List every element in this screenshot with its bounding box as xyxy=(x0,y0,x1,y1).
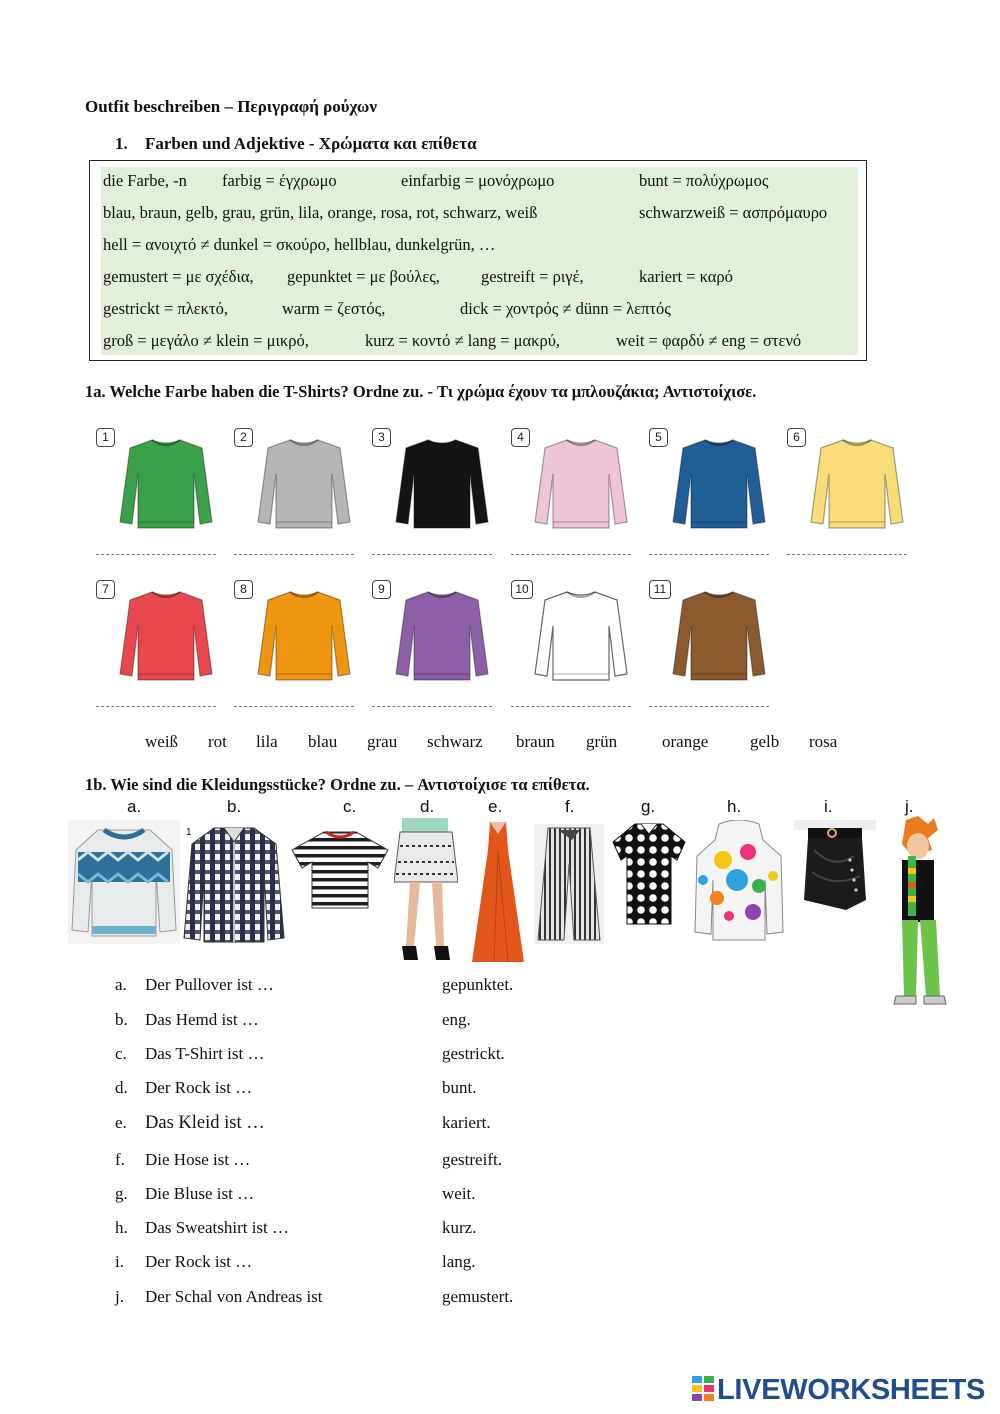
adjective-option[interactable]: bunt. xyxy=(442,1078,477,1097)
vocab-term: gemustert = με σχέδια, xyxy=(103,267,254,286)
exercise-1b-title: 1b. Wie sind die Kleidungsstücke? Ordne zu. – Αντιστοίχισε τα επίθετα. xyxy=(85,775,590,794)
vocab-term: bunt = πολύχρωμος xyxy=(639,171,769,190)
vocab-term: kurz = κοντό ≠ lang = μακρύ, xyxy=(365,331,561,350)
tshirt-tile xyxy=(96,580,220,690)
adjective-option[interactable]: kurz. xyxy=(442,1218,477,1237)
sweatshirt-image xyxy=(669,586,769,686)
word-bank-item[interactable]: lila xyxy=(256,732,278,751)
adjective-option[interactable]: lang. xyxy=(442,1252,476,1271)
clothing-letter: g. xyxy=(641,797,656,816)
short-skirt-image xyxy=(394,818,458,964)
tshirt-number: 2 xyxy=(234,428,253,447)
vocab-term: gepunktet = με βούλες, xyxy=(287,267,440,286)
clothing-letter: c. xyxy=(343,797,357,816)
answer-blank[interactable] xyxy=(372,706,492,707)
tshirt-tile xyxy=(511,428,635,538)
clothing-letter: b. xyxy=(227,797,242,816)
wide-trousers-image xyxy=(534,824,604,944)
tight-skirt-image xyxy=(794,820,876,912)
sweatshirt-image xyxy=(392,586,492,686)
word-bank-item[interactable]: rot xyxy=(208,732,227,751)
answer-blank[interactable] xyxy=(511,554,631,555)
sweatshirt-image xyxy=(807,434,907,534)
liveworksheets-logo-text: LIVEWORKSHEETS xyxy=(717,1374,986,1406)
vocab-term: hell = ανοιχτό ≠ dunkel = σκούρο, hellblau, dunkelgrün, … xyxy=(103,235,496,254)
vocab-term: weit = φαρδύ ≠ eng = στενό xyxy=(616,331,802,350)
adjective-option[interactable]: gestreift. xyxy=(442,1150,502,1169)
shirt-mark: 1 xyxy=(186,827,192,838)
long-dress-image xyxy=(468,820,528,964)
sentence-row xyxy=(115,1078,535,1102)
sweatshirt-image xyxy=(531,434,631,534)
answer-blank[interactable] xyxy=(511,706,631,707)
answer-blank[interactable] xyxy=(96,554,216,555)
tshirt-number: 3 xyxy=(372,428,391,447)
vocab-term: groß = μεγάλο ≠ klein = μικρό, xyxy=(103,331,309,350)
word-bank-item[interactable]: orange xyxy=(662,732,709,751)
clothing-letter: f. xyxy=(565,797,575,816)
sentence-letter: c. xyxy=(115,1044,127,1063)
vocab-term: kariert = καρό xyxy=(639,267,733,286)
tshirt-tile xyxy=(511,580,635,690)
vocab-term: warm = ζεστός, xyxy=(282,299,386,318)
sentence-letter: j. xyxy=(115,1287,124,1306)
clothing-letter: j. xyxy=(905,797,914,816)
vocabulary-box xyxy=(89,160,867,361)
vocab-term: dick = χοντρός ≠ dünn = λεπτός xyxy=(460,299,671,318)
tshirt-number: 6 xyxy=(787,428,806,447)
sentence-row xyxy=(115,1287,535,1311)
sentence-text: Das Sweatshirt ist … xyxy=(145,1218,290,1237)
andreas-cartoon-image xyxy=(888,816,950,1010)
clothing-letter: d. xyxy=(420,797,435,816)
section-1-number: 1. xyxy=(115,134,128,153)
clothing-letter: a. xyxy=(127,797,142,816)
adjective-option[interactable]: weit. xyxy=(442,1184,476,1203)
page-title: Outfit beschreiben – Περιγραφή ρούχων xyxy=(85,97,377,116)
tshirt-tile xyxy=(234,580,358,690)
vocabulary-background xyxy=(101,167,858,355)
sentence-letter: i. xyxy=(115,1252,124,1271)
tshirt-tile xyxy=(649,580,773,690)
sweatshirt-image xyxy=(116,434,216,534)
adjective-option[interactable]: gepunktet. xyxy=(442,975,514,994)
tshirt-number: 10 xyxy=(511,580,533,599)
polka-dot-blouse-image xyxy=(611,820,687,926)
vocab-term: blau, braun, gelb, grau, grün, lila, orange, rosa, rot, schwarz, weiß xyxy=(103,203,538,222)
sentence-text: Der Rock ist … xyxy=(145,1252,253,1271)
word-bank-item[interactable]: blau xyxy=(308,732,338,751)
sentence-letter: b. xyxy=(115,1010,128,1029)
sentence-letter: e. xyxy=(115,1113,127,1132)
tshirt-number: 8 xyxy=(234,580,253,599)
tshirt-number: 7 xyxy=(96,580,115,599)
sweatshirt-image xyxy=(116,586,216,686)
adjective-option[interactable]: gemustert. xyxy=(442,1287,514,1306)
vocab-term: gestrickt = πλεκτό, xyxy=(103,299,228,318)
answer-blank[interactable] xyxy=(234,706,354,707)
sentence-row xyxy=(115,1218,535,1242)
clothing-letter: i. xyxy=(824,797,833,816)
word-bank-item[interactable]: schwarz xyxy=(427,732,483,751)
sentence-letter: g. xyxy=(115,1184,128,1203)
word-bank-item[interactable]: braun xyxy=(516,732,555,751)
tshirt-number: 1 xyxy=(96,428,115,447)
vocab-term: farbig = έγχρωμο xyxy=(222,171,337,190)
tshirt-tile xyxy=(787,428,911,538)
striped-tshirt-image xyxy=(290,830,390,910)
tshirt-tile xyxy=(234,428,358,538)
sentence-text: Die Hose ist … xyxy=(145,1150,251,1169)
vocab-term: schwarzweiß = ασπρόμαυρο xyxy=(639,203,828,222)
color-word-bank xyxy=(0,732,1000,756)
tshirt-tile xyxy=(96,428,220,538)
sweatshirt-image xyxy=(669,434,769,534)
adjective-option[interactable]: eng. xyxy=(442,1010,471,1029)
sentence-text: Das T-Shirt ist … xyxy=(145,1044,265,1063)
sentence-row xyxy=(115,1044,535,1068)
sentence-text: Das Hemd ist … xyxy=(145,1010,259,1029)
liveworksheets-logo xyxy=(692,1374,985,1407)
sentence-text: Das Kleid ist … xyxy=(145,1113,265,1133)
sentence-row xyxy=(115,1252,535,1276)
sentence-letter: a. xyxy=(115,975,127,994)
checked-shirt-image xyxy=(180,820,288,944)
sweatshirt-image xyxy=(392,434,492,534)
word-bank-item[interactable]: grau xyxy=(367,732,398,751)
tshirt-tile xyxy=(649,428,773,538)
vocab-term: die Farbe, -n xyxy=(103,171,187,190)
sentence-row xyxy=(115,1113,535,1137)
sentence-letter: h. xyxy=(115,1218,128,1237)
sentence-text: Der Rock ist … xyxy=(145,1078,253,1097)
section-1-heading xyxy=(115,134,477,154)
sweatshirt-image xyxy=(531,586,631,686)
sweatshirt-image xyxy=(254,434,354,534)
tshirt-number: 9 xyxy=(372,580,391,599)
adjective-option[interactable]: gestrickt. xyxy=(442,1044,505,1063)
answer-blank[interactable] xyxy=(96,706,216,707)
answer-blank[interactable] xyxy=(372,554,492,555)
answer-blank[interactable] xyxy=(649,706,769,707)
clothing-letter: h. xyxy=(727,797,742,816)
sweatshirt-image xyxy=(254,586,354,686)
sentence-text: Die Bluse ist … xyxy=(145,1184,255,1203)
adjective-option[interactable]: kariert. xyxy=(442,1113,491,1132)
sentence-text: Der Pullover ist … xyxy=(145,975,274,994)
colorful-hoodie-image xyxy=(693,820,785,942)
sentence-row xyxy=(115,975,535,999)
answer-blank[interactable] xyxy=(234,554,354,555)
tshirt-tile xyxy=(372,428,496,538)
sentence-row xyxy=(115,1150,535,1174)
tshirt-number: 5 xyxy=(649,428,668,447)
answer-blank[interactable] xyxy=(787,554,907,555)
word-bank-item[interactable]: grün xyxy=(586,732,618,751)
tshirt-tile xyxy=(372,580,496,690)
sentence-letter: f. xyxy=(115,1150,125,1169)
liveworksheets-logo-icon xyxy=(692,1376,714,1402)
clothing-letter-row xyxy=(0,797,1000,819)
knitted-sweater-image xyxy=(68,820,180,944)
section-1-title: Farben und Adjektive - Χρώματα και επίθετα xyxy=(145,134,477,153)
sentence-row xyxy=(115,1184,535,1208)
word-bank-item[interactable]: weiß xyxy=(145,732,179,751)
tshirt-number: 4 xyxy=(511,428,530,447)
vocab-term: einfarbig = μονόχρωμο xyxy=(401,171,555,190)
vocab-term: gestreift = ριγέ, xyxy=(481,267,584,286)
sentence-row xyxy=(115,1010,535,1034)
exercise-1a-title: 1a. Welche Farbe haben die T-Shirts? Ordne zu. - Τι χρώμα έχουν τα μπλουζάκια; Αντιστοίχισε. xyxy=(85,382,757,401)
word-bank-item[interactable]: rosa xyxy=(809,732,838,751)
answer-blank[interactable] xyxy=(649,554,769,555)
word-bank-item[interactable]: gelb xyxy=(750,732,780,751)
clothing-letter: e. xyxy=(488,797,503,816)
tshirt-number: 11 xyxy=(649,580,671,599)
sentence-letter: d. xyxy=(115,1078,128,1097)
sentence-text: Der Schal von Andreas ist xyxy=(145,1287,323,1306)
